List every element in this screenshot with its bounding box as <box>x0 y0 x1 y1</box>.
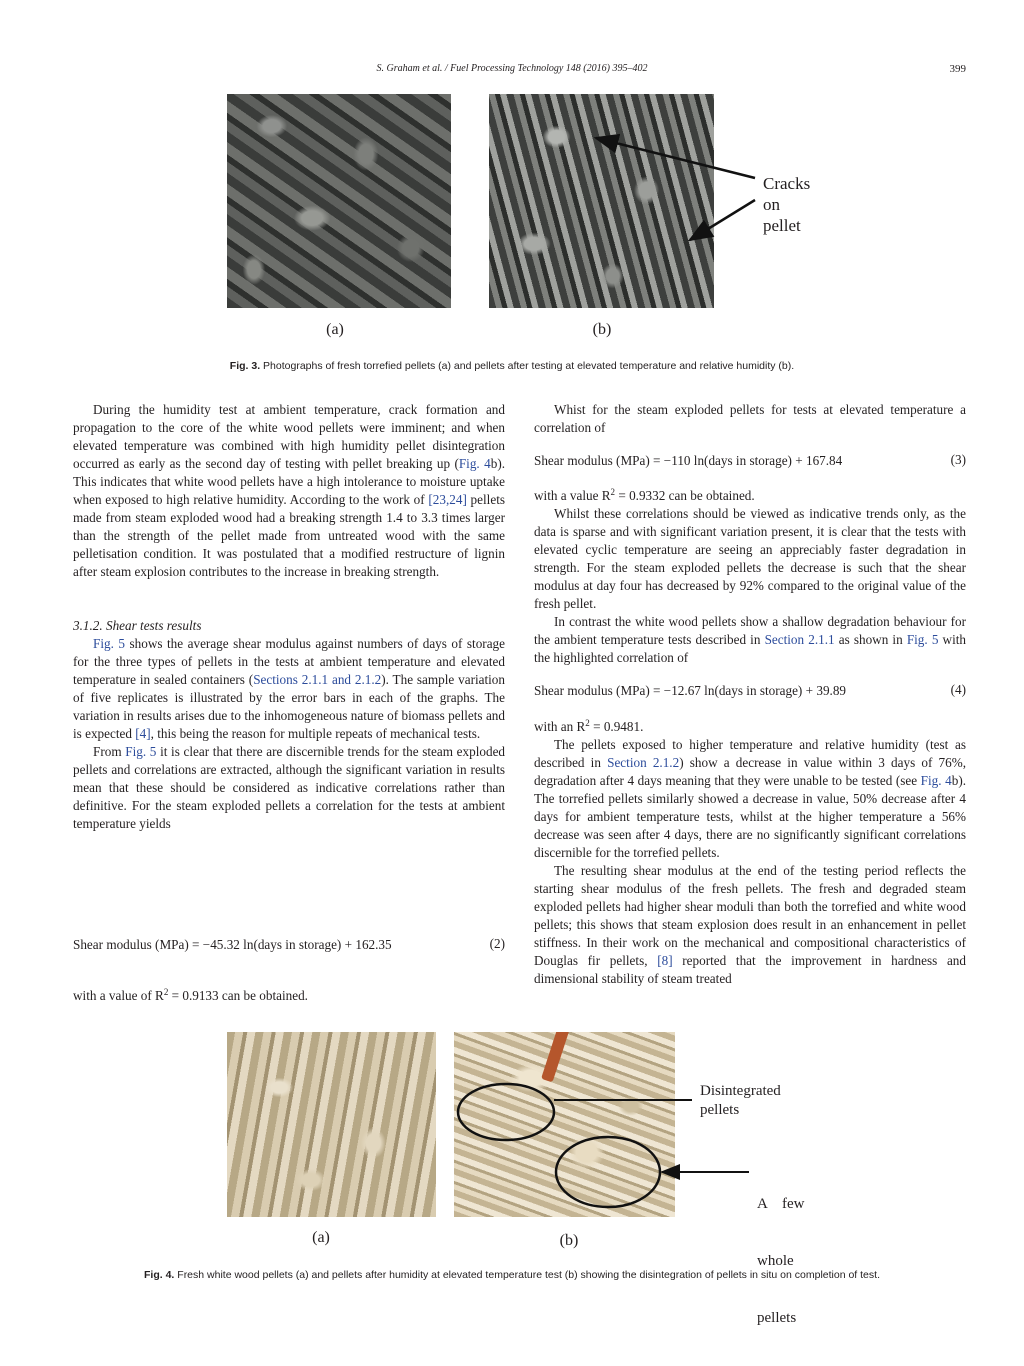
superscript: 2 <box>163 987 169 997</box>
callout-line: whole <box>757 1253 794 1269</box>
running-header: S. Graham et al. / Fuel Processing Technology 148 (2016) 395–402 <box>376 63 648 74</box>
text-run: ) show a decrease in value within 3 days of 76%, degradation after 4 days meaning that they were unable to be tested (see <box>534 755 966 788</box>
superscript: 2 <box>585 718 590 728</box>
fig3-label-b: (b) <box>592 321 612 338</box>
caption-text: Fresh white wood pellets (a) and pellets after humidity at elevated temperature test (b) showing the disintegration of pellets in situ on completion of test. <box>174 1269 880 1281</box>
fig4-callout-2 <box>757 1157 805 1347</box>
text-run: In contrast the white wood pellets show a shallow degradation behaviour for the ambient temperature tests described in <box>534 614 966 647</box>
paragraph: Whilst these correlations should be viewed as indicative trends only, as the data is sparse and with significant variation present, it is clear that the tests with elevated cyclic temperature are seeing an appreciably faster degradation in strength. For the steam exploded pellets the decrease is such that the shear modulus at day four has decreased by 92% compared to the original value of the fresh pellet. <box>534 506 966 611</box>
ref-link[interactable]: Sections 2.1.1 and 2.1.2 <box>253 672 382 687</box>
ref-link[interactable]: Fig. 5 <box>93 636 125 651</box>
text-run: with a value of R <box>73 988 164 1003</box>
fig3-label-a: (a) <box>326 321 344 338</box>
page-number: 399 <box>949 63 966 75</box>
callout-line: pellet <box>763 216 801 235</box>
callout-line: pellets <box>700 1102 740 1118</box>
callout-line: pellets <box>757 1310 797 1326</box>
ref-link[interactable]: [4] <box>135 726 151 741</box>
equation-2-number: (2) <box>489 936 505 951</box>
equation-2: Shear modulus (MPa) = −45.32 ln(days in storage) + 162.35 <box>73 937 392 952</box>
text-run: with a value R <box>534 488 611 503</box>
text-run: The resulting shear modulus at the end of the testing period reflects the starting shear modulus of the fresh pellets. The fresh and degraded steam exploded pellets had higher shear moduli than both the torrefied and white wood pellets; this shows that steam explosion does result in an enhancement in pellet stiffness. In their work on the mechanical and compositional characteristics of Douglas fir pellets, <box>534 863 966 968</box>
ref-link[interactable]: Section 2.1.2 <box>607 755 680 770</box>
ref-link[interactable]: Section 2.1.1 <box>764 632 835 647</box>
ref-link[interactable]: Fig. 5 <box>906 632 939 647</box>
equation-4-number: (4) <box>950 682 966 697</box>
caption-label: Fig. 4. <box>144 1269 175 1281</box>
equation-4: Shear modulus (MPa) = −12.67 ln(days in storage) + 39.89 <box>534 683 847 698</box>
superscript: 2 <box>610 487 616 497</box>
callout-line: A few <box>757 1196 805 1212</box>
text-run: = 0.9332 can be obtained. <box>615 488 755 503</box>
callout-line: on <box>763 195 780 214</box>
ref-link[interactable]: [8] <box>657 953 673 968</box>
text-run: = 0.9481. <box>589 719 644 734</box>
equation-3-number: (3) <box>950 452 966 467</box>
text-run: pellets made from steam exploded wood had a breaking strength 1.4 to 3.3 times larger than the strength of the pellet made from untreated wood with the same pelletisation condition. It was postulated that a modified restructure of lignin after steam explosion contributes to the increase in breaking strength. <box>73 492 505 579</box>
callout-line: Disintegrated <box>700 1083 781 1099</box>
text-run: it is clear that there are discernible trends for the steam exploded pellets and correlations are extracted, although the significant variation in results mean that these should be considered as indicative correlations rather than definitive. For the steam exploded pellets a correlation for the tests at ambient temperature yields <box>73 744 506 831</box>
text-run: = 0.9133 can be obtained. <box>168 988 308 1003</box>
text-run: During the humidity test at ambient temperature, crack formation and propagation to the core of the white wood pellets were imminent; and when elevated temperature was combined with high humidity pellet disintegration occurred as early as the second day of testing with pellet breaking up ( <box>73 402 505 471</box>
fig4-callout-1 <box>700 1082 781 1120</box>
text-run: reported that the improvement in hardness and dimensional stability of steam treated <box>534 953 966 986</box>
fig4-caption <box>0 1269 1024 1281</box>
text-run: ). The sample variation of five replicates is illustrated by the error bars in each of the graphs. The variation in results arises due to the inhomogeneous nature of biomass pellets and is expected <box>73 672 505 741</box>
fig4-label-b: (b) <box>559 1232 579 1249</box>
text-run: with an R <box>534 719 586 734</box>
text-run: shows the average shear modulus against numbers of days of storage for the three types of pellets in the tests at ambient temperature and elevated temperature in sealed containers ( <box>73 636 505 687</box>
ref-link[interactable]: Fig. 4 <box>458 456 491 471</box>
paragraph: Whist for the steam exploded pellets for tests at elevated temperature a correlation of <box>534 402 966 435</box>
text-run: with the highlighted correlation of <box>534 632 966 665</box>
caption-text: Photographs of fresh torrefied pellets (a) and pellets after testing at elevated temperature and relative humidity (b). <box>260 360 795 372</box>
text-run: b). The torrefied pellets similarly showed a decrease in value, 50% decrease after 4 days for ambient temperature tests, whilst at the higher temperature a 56% decrease was seen after 4 days, there are no significantly significant correlations discernible for the torrefied pellets. <box>534 773 967 860</box>
text-run: as shown in <box>834 632 907 647</box>
text-run: The pellets exposed to higher temperature and relative humidity (test as described in <box>534 737 966 770</box>
text-run: From <box>93 744 126 759</box>
callout-line: Cracks <box>763 174 811 193</box>
caption-label: Fig. 3. <box>229 360 261 372</box>
fig4-label-a: (a) <box>312 1229 330 1246</box>
ref-link[interactable]: [23,24] <box>428 492 467 507</box>
ref-link[interactable]: Fig. 5 <box>125 744 157 759</box>
section-heading: 3.1.2. Shear tests results <box>73 618 202 633</box>
ref-link[interactable]: Fig. 4 <box>920 773 952 788</box>
equation-3: Shear modulus (MPa) = −110 ln(days in storage) + 167.84 <box>534 453 843 468</box>
text-run: b). This indicates that white wood pellets have a high intolerance to moisture uptake when exposed to high relative humidity. According to the work of <box>73 456 506 507</box>
text-run: , this being the reason for multiple repeats of mechanical tests. <box>150 726 481 741</box>
